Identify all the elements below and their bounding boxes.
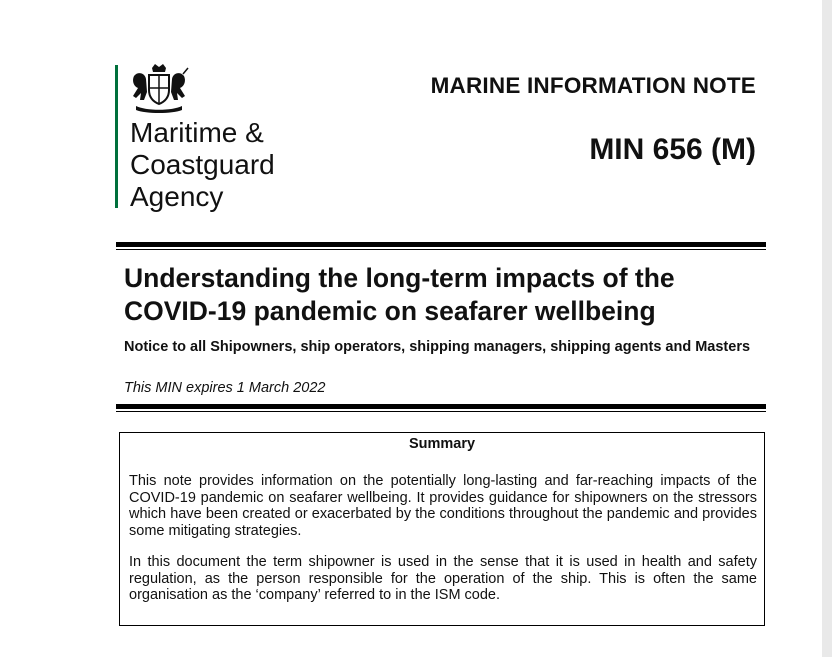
header-divider bbox=[116, 242, 766, 250]
audience-notice: Notice to all Shipowners, ship operators, shipping managers, shipping agents and Masters bbox=[124, 339, 751, 355]
page-edge bbox=[822, 0, 832, 657]
summary-heading: Summary bbox=[408, 436, 476, 452]
agency-name-line: Agency bbox=[130, 181, 224, 212]
summary-paragraph: This note provides information on the potentially long-lasting and far-reaching impacts of the COVID-19 pandemic on seafarer wellbeing. It provides guidance for shipowners on the stressors which have been created or exacerbated by the conditions throughout the pandemic and provides some mitigating strategies. bbox=[129, 473, 757, 539]
agency-name-line: Maritime & bbox=[130, 117, 264, 148]
agency-name-line: Coastguard bbox=[130, 149, 275, 180]
agency-name bbox=[130, 117, 370, 213]
summary-paragraph: In this document the term shipowner is used in the sense that it is used in health and safety regulation, as the person responsible for the operation of the ship. This is often the same organisation as the ‘company’ referred to in the ISM code. bbox=[129, 554, 757, 603]
summary-box bbox=[119, 432, 765, 626]
title-divider bbox=[116, 404, 766, 412]
note-type-heading: MARINE INFORMATION NOTE bbox=[430, 73, 756, 98]
agency-accent-bar bbox=[115, 65, 118, 208]
note-number: MIN 656 (M) bbox=[589, 133, 756, 166]
expiry-note: This MIN expires 1 March 2022 bbox=[124, 380, 326, 396]
document-title: Understanding the long-term impacts of the COVID-19 pandemic on seafarer wellbeing bbox=[124, 263, 675, 326]
royal-coat-of-arms-icon bbox=[128, 62, 190, 114]
